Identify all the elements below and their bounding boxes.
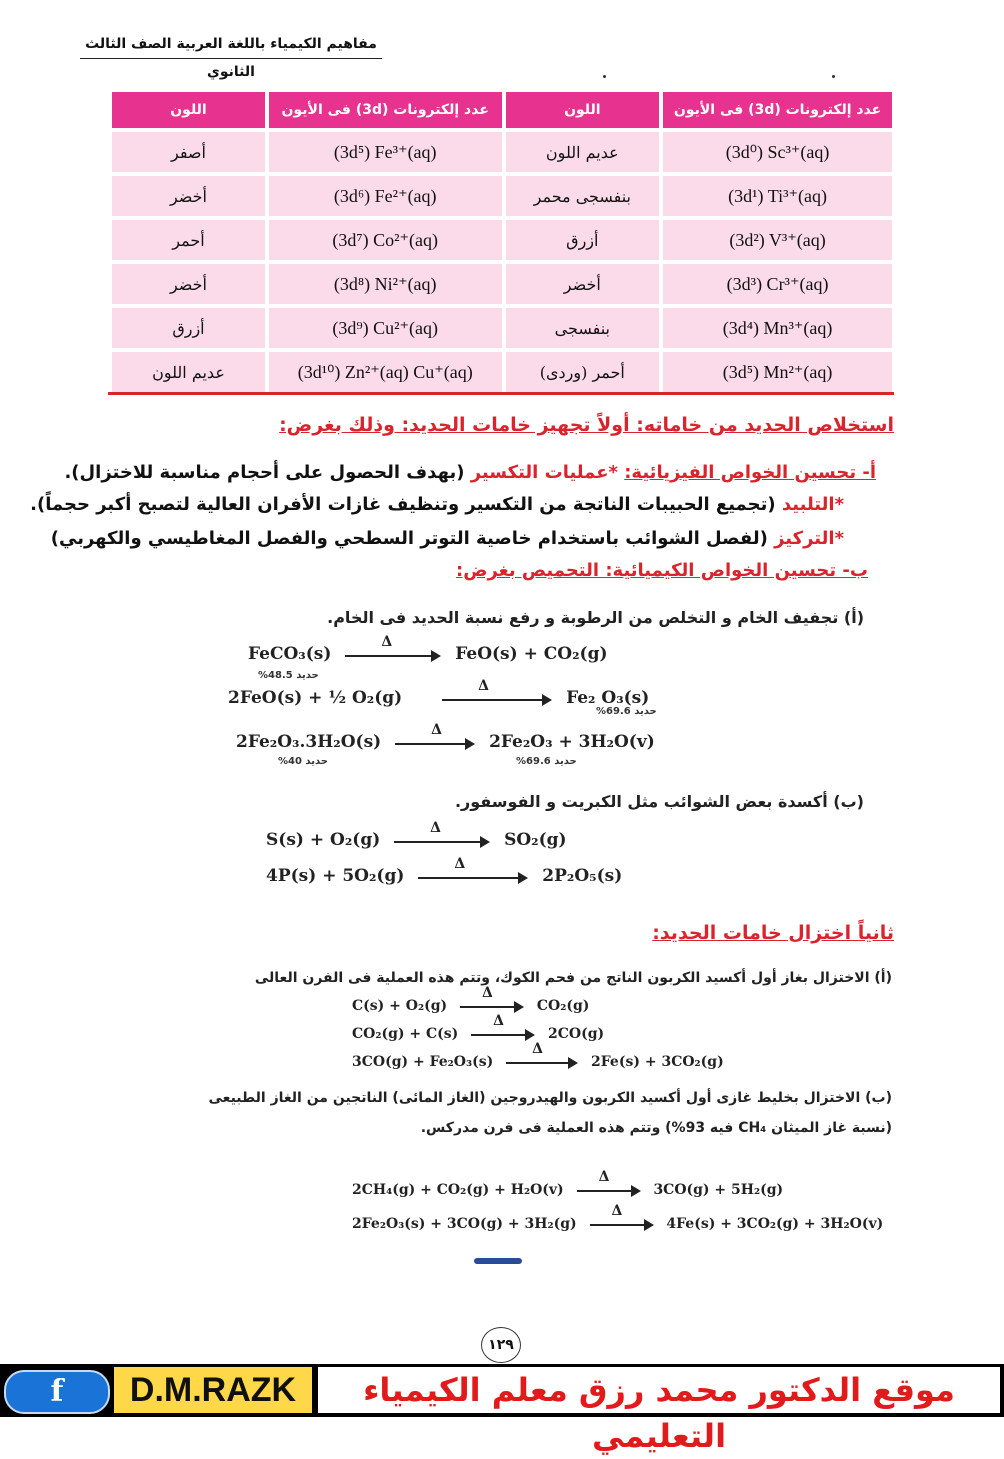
reaction-arrow [442, 677, 552, 706]
equation-reduction-3 [352, 1041, 724, 1070]
iron-percent: حديد 40% [278, 756, 328, 767]
equation-roast-2 [228, 677, 650, 708]
ion-cell: (3d¹⁰) Zn²⁺(aq) Cu⁺(aq) [269, 352, 502, 392]
stray-dot [832, 75, 835, 78]
chemical-improvement-line: ب- تحسين الخواص الكيميائية: التحميص بغرض: [456, 560, 868, 581]
concentration-text: (لفصل الشوائب باستخدام خاصية التوتر السطحي والفصل المغاطيسي والكهربي) [50, 528, 768, 549]
table-row [112, 352, 892, 392]
reduction-b-text-2: (نسبة غاز الميثان CH₄ فيه 93%) وتتم هذه العملية فى فرن مدركس. [420, 1120, 892, 1136]
equation-reactants: CO₂(g) + C(s) [352, 1026, 459, 1042]
delta-symbol: Δ [493, 1013, 505, 1029]
ion-cell: (3d⁸) Ni²⁺(aq) [269, 264, 502, 304]
equation-reactants: 2CH₄(g) + CO₂(g) + H₂O(v) [352, 1182, 564, 1198]
reaction-arrow [395, 721, 475, 750]
ion-cell: (3d⁴) Mn³⁺(aq) [663, 308, 892, 348]
equation-products: Fe₂ O₃(s) [566, 688, 650, 708]
sintering-text: (تجميع الحبيبات الناتجة من التكسير وتنظيف غازات الأفران العالية لتصبح أكبر حجماً). [30, 494, 776, 515]
footer-banner [0, 1364, 1004, 1455]
column-header-ion: عدد إلكترونات (3d) فى الأيون [269, 92, 502, 128]
brand-logo: D.M.RAZK [114, 1367, 312, 1413]
ion-cell: (3d⁵) Fe³⁺(aq) [269, 132, 502, 172]
equation-reduction-2 [352, 1013, 605, 1042]
ion-cell: (3d⁷) Co²⁺(aq) [269, 220, 502, 260]
table-row [112, 308, 892, 348]
equation-reduction-4 [352, 1169, 784, 1198]
equation-reactants: FeCO₃(s) [248, 644, 332, 664]
reaction-arrow [394, 819, 490, 848]
table-row [112, 176, 892, 216]
iron-percent: حديد 69.6% [596, 706, 657, 717]
footer-site-text: موقع الدكتور محمد رزق معلم الكيمياء التعليمي [318, 1367, 1000, 1413]
ion-cell: (3d⁹) Cu²⁺(aq) [269, 308, 502, 348]
equation-reactants: C(s) + O₂(g) [352, 998, 448, 1014]
equation-products: 3CO(g) + 5H₂(g) [653, 1182, 784, 1198]
reaction-arrow [506, 1041, 578, 1069]
reaction-arrow [590, 1203, 654, 1231]
delta-symbol: Δ [482, 985, 493, 1001]
color-cell: أخضر [506, 264, 660, 304]
page-number: ١٢٩ [481, 1327, 521, 1363]
equation-roast-4 [266, 819, 567, 850]
delta-symbol: Δ [598, 1169, 610, 1185]
decorative-mark [474, 1258, 522, 1264]
concentration-line [51, 528, 844, 549]
reaction-arrow [345, 633, 441, 662]
equation-roast-3 [236, 721, 655, 752]
column-header-ion: عدد إلكترونات (3d) فى الأيون [663, 92, 892, 128]
reduction-a-text: (أ) الاختزال بغاز أول أكسيد الكربون الناتج من فحم الكوك، وتتم هذه العملية فى الفرن العالى [254, 970, 892, 986]
equation-reduction-5 [352, 1203, 884, 1232]
physical-label: أ- تحسين الخواص الفيزيائية: [624, 462, 876, 483]
delta-symbol: Δ [532, 1041, 544, 1057]
color-cell: أحمر [112, 220, 265, 260]
delta-symbol: Δ [431, 721, 443, 738]
equation-reactants: 4P(s) + 5O₂(g) [266, 866, 405, 886]
equation-reactants: 2Fe₂O₃.3H₂O(s) [236, 732, 382, 752]
ion-cell: (3d⁰) Sc³⁺(aq) [663, 132, 892, 172]
physical-improvement-line [64, 462, 876, 483]
ion-cell: (3d²) V³⁺(aq) [663, 220, 892, 260]
color-cell: عديم اللون [506, 132, 660, 172]
reaction-arrow [577, 1169, 641, 1197]
equation-products: 4Fe(s) + 3CO₂(g) + 3H₂O(v) [666, 1216, 884, 1232]
table-row [112, 132, 892, 172]
delta-symbol: Δ [454, 855, 466, 872]
ion-cell: (3d³) Cr³⁺(aq) [663, 264, 892, 304]
delta-symbol: Δ [430, 819, 442, 836]
iron-percent: حديد 69.6% [516, 756, 577, 767]
equation-reactants: S(s) + O₂(g) [266, 830, 381, 850]
delta-symbol: Δ [478, 677, 490, 694]
equation-reduction-1 [352, 985, 590, 1014]
ion-color-table [108, 88, 896, 396]
section-title-reduction: ثانياً اختزال خامات الحديد: [652, 922, 894, 944]
equation-products: FeO(s) + CO₂(g) [455, 644, 608, 664]
table-row [112, 264, 892, 304]
stray-dot [603, 75, 606, 78]
column-header-color: اللون [506, 92, 660, 128]
table-row [112, 220, 892, 260]
iron-percent: حديد 48.5% [258, 670, 319, 681]
delta-symbol: Δ [611, 1203, 623, 1219]
concentration-label: *التركيز [774, 528, 844, 549]
color-cell: أزرق [112, 308, 265, 348]
color-cell: أحمر (وردى) [506, 352, 660, 392]
color-cell: أصفر [112, 132, 265, 172]
equation-roast-5 [266, 855, 623, 886]
equation-products: 2Fe₂O₃ + 3H₂O(v) [489, 732, 655, 752]
color-cell: أزرق [506, 220, 660, 260]
color-cell: أخضر [112, 264, 265, 304]
equation-products: CO₂(g) [536, 998, 590, 1014]
section-title-extraction: استخلاص الحديد من خاماته: أولاً تجهيز خامات الحديد: وذلك بغرض: [279, 414, 894, 436]
reaction-arrow [460, 985, 524, 1013]
facebook-icon[interactable]: f [4, 1370, 110, 1414]
color-cell: أخضر [112, 176, 265, 216]
equation-products: 2CO(g) [548, 1026, 605, 1042]
equation-products: SO₂(g) [504, 830, 567, 850]
ion-cell: (3d⁵) Mn²⁺(aq) [663, 352, 892, 392]
color-cell: بنفسجى [506, 308, 660, 348]
equation-products: 2P₂O₅(s) [542, 866, 623, 886]
sintering-line [30, 494, 844, 515]
equation-products: 2Fe(s) + 3CO₂(g) [591, 1054, 724, 1070]
equation-reactants: 2Fe₂O₃(s) + 3CO(g) + 3H₂(g) [352, 1216, 577, 1232]
page-header-title: مفاهيم الكيمياء باللغة العربية الصف الثالث الثانوي [80, 30, 382, 59]
ion-cell: (3d¹) Ti³⁺(aq) [663, 176, 892, 216]
equation-reactants: 3CO(g) + Fe₂O₃(s) [352, 1054, 494, 1070]
reduction-b-text-1: (ب) الاختزال بخليط غازى أول أكسيد الكربون والهيدروجين (الغاز المائى) الناتجين من الغاز الطبيعى [208, 1090, 892, 1106]
equation-reactants: 2FeO(s) + ½ O₂(g) [228, 688, 403, 708]
column-header-color: اللون [112, 92, 265, 128]
roast-purpose-b: (ب) أكسدة بعض الشوائب مثل الكبريت و الفوسفور. [454, 792, 864, 811]
crushing-text: (بهدف الحصول على أحجام مناسبة للاختزال). [64, 462, 465, 483]
crushing-label: *عمليات التكسير [470, 462, 618, 483]
color-cell: بنفسجى محمر [506, 176, 660, 216]
color-cell: عديم اللون [112, 352, 265, 392]
ion-cell: (3d⁶) Fe²⁺(aq) [269, 176, 502, 216]
sintering-label: *التلبيد [781, 494, 844, 515]
reaction-arrow [418, 855, 528, 884]
reaction-arrow [471, 1013, 535, 1041]
equation-roast-1 [248, 633, 608, 664]
delta-symbol: Δ [381, 633, 393, 650]
roast-purpose-a: (أ) تجفيف الخام و التخلص من الرطوبة و رفع نسبة الحديد فى الخام. [327, 608, 864, 627]
section-divider [108, 392, 894, 395]
